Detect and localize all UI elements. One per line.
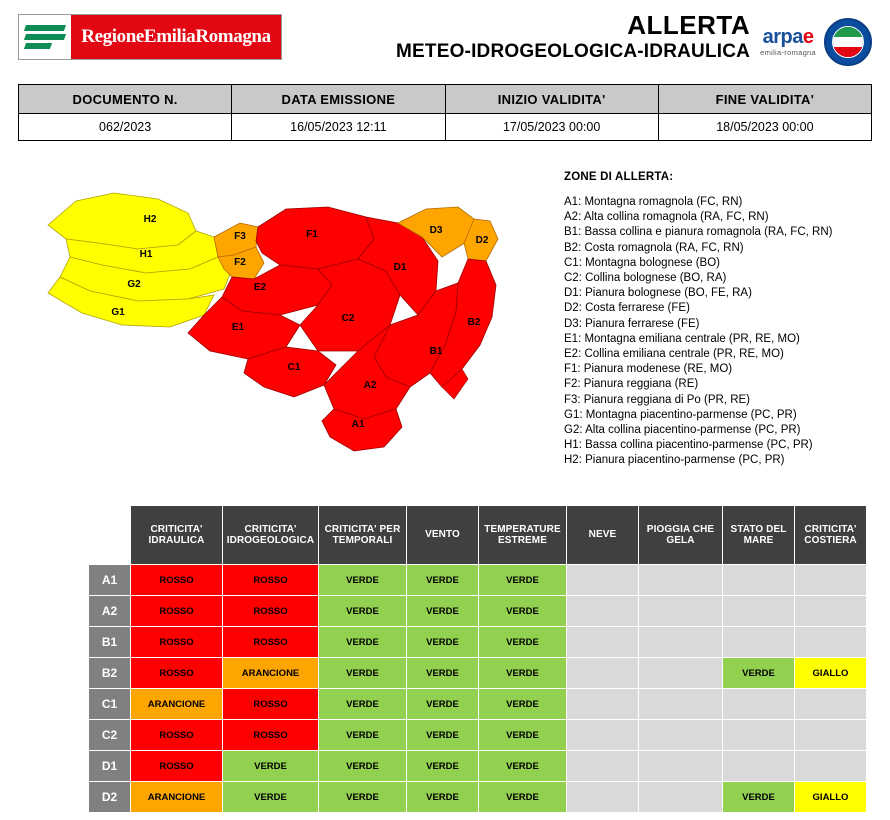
criticality-header-idraulica: CRITICITA' IDRAULICA: [131, 506, 223, 565]
criticality-cell: VERDE: [479, 596, 567, 627]
criticality-row: [89, 565, 867, 596]
map-label-F2: F2: [234, 257, 246, 268]
map-label-C2: C2: [341, 313, 355, 324]
page-title: ALLERTA: [627, 10, 751, 40]
criticality-cell: VERDE: [319, 689, 407, 720]
info-table-header-row: [19, 85, 872, 114]
criticality-row: [89, 782, 867, 813]
legend-item: E1: Montagna emiliana centrale (PR, RE, MO): [564, 332, 800, 345]
arpae-word: arpa: [762, 26, 803, 49]
criticality-cell: ARANCIONE: [223, 658, 319, 689]
legend-item: E2: Collina emiliana centrale (PR, RE, MO): [564, 348, 784, 361]
legend-item: D3: Pianura ferrarese (FE): [564, 317, 700, 330]
legend-item: G2: Alta collina piacentino-parmense (PC, PR): [564, 424, 801, 437]
criticality-header-neve: NEVE: [567, 506, 639, 565]
criticality-row-zone: C2: [89, 720, 131, 751]
criticality-cell: ROSSO: [131, 627, 223, 658]
criticality-cell: ROSSO: [131, 658, 223, 689]
map-label-D1: D1: [393, 262, 407, 273]
criticality-cell: [639, 658, 723, 689]
map-label-D3: D3: [429, 225, 443, 236]
document-title-block: [282, 12, 760, 63]
criticality-cell: VERDE: [479, 627, 567, 658]
criticality-cell: [795, 689, 867, 720]
criticality-cell: VERDE: [479, 565, 567, 596]
criticality-cell: ROSSO: [223, 689, 319, 720]
criticality-row-zone: C1: [89, 689, 131, 720]
info-table-value-row: [19, 114, 872, 141]
criticality-cell: [795, 627, 867, 658]
map-label-E1: E1: [231, 322, 245, 333]
legend-item: A2: Alta collina romagnola (RA, FC, RN): [564, 211, 769, 224]
criticality-cell: VERDE: [407, 627, 479, 658]
criticality-cell: VERDE: [479, 720, 567, 751]
protezione-civile-logo-icon: [824, 18, 872, 66]
criticality-cell: [723, 627, 795, 658]
criticality-cell: [639, 720, 723, 751]
criticality-header-temporali: CRITICITA' PER TEMPORALI: [319, 506, 407, 565]
criticality-cell: [723, 720, 795, 751]
criticality-header-costiera: CRITICITA' COSTIERA: [795, 506, 867, 565]
criticality-cell: VERDE: [479, 689, 567, 720]
criticality-cell: VERDE: [407, 565, 479, 596]
info-value-documento: 062/2023: [19, 114, 232, 141]
criticality-cell: VERDE: [319, 565, 407, 596]
page-subtitle: METEO-IDROGEOLOGICA-IDRAULICA: [395, 41, 751, 63]
criticality-cell: [567, 565, 639, 596]
criticality-cell: [639, 596, 723, 627]
criticality-cell: GIALLO: [795, 782, 867, 813]
criticality-cell: GIALLO: [795, 658, 867, 689]
criticality-header-idrogeologica: CRITICITA' IDROGEOLOGICA: [223, 506, 319, 565]
legend-item: H1: Bassa collina piacentino-parmense (PC, PR): [564, 439, 813, 452]
map-label-F3: F3: [234, 231, 246, 242]
criticality-table-body: [89, 565, 867, 813]
alert-zones-map: [0, 165, 560, 495]
criticality-cell: VERDE: [407, 596, 479, 627]
criticality-cell: ARANCIONE: [131, 689, 223, 720]
map-label-B1: B1: [429, 346, 443, 357]
criticality-cell: ROSSO: [223, 565, 319, 596]
arpae-subtitle: emilia-romagna: [760, 48, 816, 58]
document-info-table: [18, 84, 872, 141]
criticality-cell: ROSSO: [131, 565, 223, 596]
criticality-cell: [795, 596, 867, 627]
criticality-cell: [639, 689, 723, 720]
emilia-romagna-map-svg: [18, 165, 558, 485]
legend-item: H2: Pianura piacentino-parmense (PC, PR): [564, 454, 785, 467]
legend-item: C2: Collina bolognese (BO, RA): [564, 272, 727, 285]
legend-item: C1: Montagna bolognese (BO): [564, 256, 720, 269]
agency-logos: [760, 18, 872, 66]
legend-item: B1: Bassa collina e pianura romagnola (RA, FC, RN): [564, 226, 833, 239]
arpae-logo: [760, 27, 816, 57]
criticality-header-stato-mare: STATO DEL MARE: [723, 506, 795, 565]
map-label-D2: D2: [475, 235, 489, 246]
criticality-cell: ROSSO: [223, 596, 319, 627]
criticality-table-wrapper: [0, 505, 890, 813]
regione-logo-text: RegioneEmiliaRomagna: [71, 15, 281, 59]
page-header: [0, 0, 890, 78]
map-and-legend-section: [0, 165, 890, 495]
legend-item: F3: Pianura reggiana di Po (PR, RE): [564, 393, 751, 406]
criticality-cell: [723, 596, 795, 627]
criticality-cell: [723, 751, 795, 782]
criticality-header-pioggia-gela: PIOGGIA CHE GELA: [639, 506, 723, 565]
criticality-cell: ROSSO: [131, 720, 223, 751]
criticality-cell: VERDE: [407, 658, 479, 689]
criticality-cell: [639, 565, 723, 596]
map-label-H2: H2: [143, 214, 157, 225]
criticality-cell: [567, 689, 639, 720]
criticality-row: [89, 596, 867, 627]
info-value-fine-validita: 18/05/2023 00:00: [658, 114, 871, 141]
criticality-header-row: [89, 506, 867, 565]
criticality-row: [89, 720, 867, 751]
criticality-cell: [639, 627, 723, 658]
criticality-header-vento: VENTO: [407, 506, 479, 565]
criticality-cell: VERDE: [319, 596, 407, 627]
info-header-fine-validita: FINE VALIDITA': [658, 85, 871, 114]
legend-item: F2: Pianura reggiana (RE): [564, 378, 699, 391]
zones-legend: [560, 165, 890, 495]
criticality-cell: ROSSO: [223, 627, 319, 658]
map-label-A1: A1: [351, 419, 365, 430]
criticality-row-zone: B2: [89, 658, 131, 689]
criticality-cell: [567, 627, 639, 658]
info-value-inizio-validita: 17/05/2023 00:00: [445, 114, 658, 141]
criticality-row: [89, 658, 867, 689]
map-label-G2: G2: [127, 279, 141, 290]
info-header-inizio-validita: INIZIO VALIDITA': [445, 85, 658, 114]
criticality-cell: [795, 751, 867, 782]
criticality-cell: VERDE: [319, 720, 407, 751]
criticality-cell: VERDE: [723, 658, 795, 689]
criticality-cell: VERDE: [223, 782, 319, 813]
criticality-row-zone: B1: [89, 627, 131, 658]
criticality-cell: VERDE: [479, 751, 567, 782]
criticality-cell: VERDE: [319, 658, 407, 689]
map-label-F1: F1: [306, 229, 318, 240]
legend-item: F1: Pianura modenese (RE, MO): [564, 363, 733, 376]
criticality-cell: [639, 751, 723, 782]
criticality-cell: [567, 720, 639, 751]
criticality-cell: ROSSO: [131, 751, 223, 782]
info-header-data-emissione: DATA EMISSIONE: [232, 85, 445, 114]
arpae-word-accent: e: [802, 26, 814, 49]
map-label-A2: A2: [363, 380, 377, 391]
info-value-data-emissione: 16/05/2023 12:11: [232, 114, 445, 141]
map-label-H1: H1: [139, 249, 153, 260]
criticality-header-temperature: TEMPERATURE ESTREME: [479, 506, 567, 565]
criticality-cell: [795, 565, 867, 596]
criticality-cell: [723, 565, 795, 596]
info-header-documento: DOCUMENTO N.: [19, 85, 232, 114]
map-label-B2: B2: [467, 317, 481, 328]
criticality-cell: VERDE: [319, 751, 407, 782]
criticality-cell: VERDE: [319, 782, 407, 813]
criticality-cell: ROSSO: [223, 720, 319, 751]
criticality-cell: VERDE: [479, 782, 567, 813]
legend-item: D2: Costa ferrarese (FE): [564, 302, 690, 315]
criticality-cell: [639, 782, 723, 813]
criticality-cell: [567, 782, 639, 813]
criticality-header-blank: [89, 506, 131, 565]
map-label-E2: E2: [253, 282, 267, 293]
criticality-cell: VERDE: [407, 782, 479, 813]
legend-item: B2: Costa romagnola (RA, FC, RN): [564, 241, 744, 254]
criticality-row-zone: A1: [89, 565, 131, 596]
criticality-cell: [567, 751, 639, 782]
regione-emilia-romagna-logo: [18, 14, 282, 60]
criticality-cell: [567, 596, 639, 627]
criticality-row: [89, 689, 867, 720]
legend-item: G1: Montagna piacentino-parmense (PC, PR): [564, 408, 797, 421]
criticality-cell: VERDE: [479, 658, 567, 689]
criticality-cell: VERDE: [407, 751, 479, 782]
criticality-row-zone: D1: [89, 751, 131, 782]
criticality-cell: [723, 689, 795, 720]
legend-list: [564, 195, 890, 469]
criticality-row: [89, 751, 867, 782]
map-label-G1: G1: [111, 307, 125, 318]
legend-item: A1: Montagna romagnola (FC, RN): [564, 196, 743, 208]
criticality-cell: ROSSO: [131, 596, 223, 627]
criticality-row-zone: D2: [89, 782, 131, 813]
legend-title: ZONE DI ALLERTA:: [564, 171, 674, 183]
criticality-cell: [795, 720, 867, 751]
criticality-row-zone: A2: [89, 596, 131, 627]
map-label-C1: C1: [287, 362, 301, 373]
criticality-cell: VERDE: [407, 689, 479, 720]
criticality-cell: VERDE: [319, 627, 407, 658]
criticality-cell: VERDE: [223, 751, 319, 782]
criticality-cell: VERDE: [407, 720, 479, 751]
criticality-cell: [567, 658, 639, 689]
region-bars-icon: [19, 15, 71, 59]
legend-item: D1: Pianura bolognese (BO, FE, RA): [564, 287, 752, 300]
criticality-cell: VERDE: [723, 782, 795, 813]
criticality-row: [89, 627, 867, 658]
criticality-table: [88, 505, 867, 813]
criticality-cell: ARANCIONE: [131, 782, 223, 813]
